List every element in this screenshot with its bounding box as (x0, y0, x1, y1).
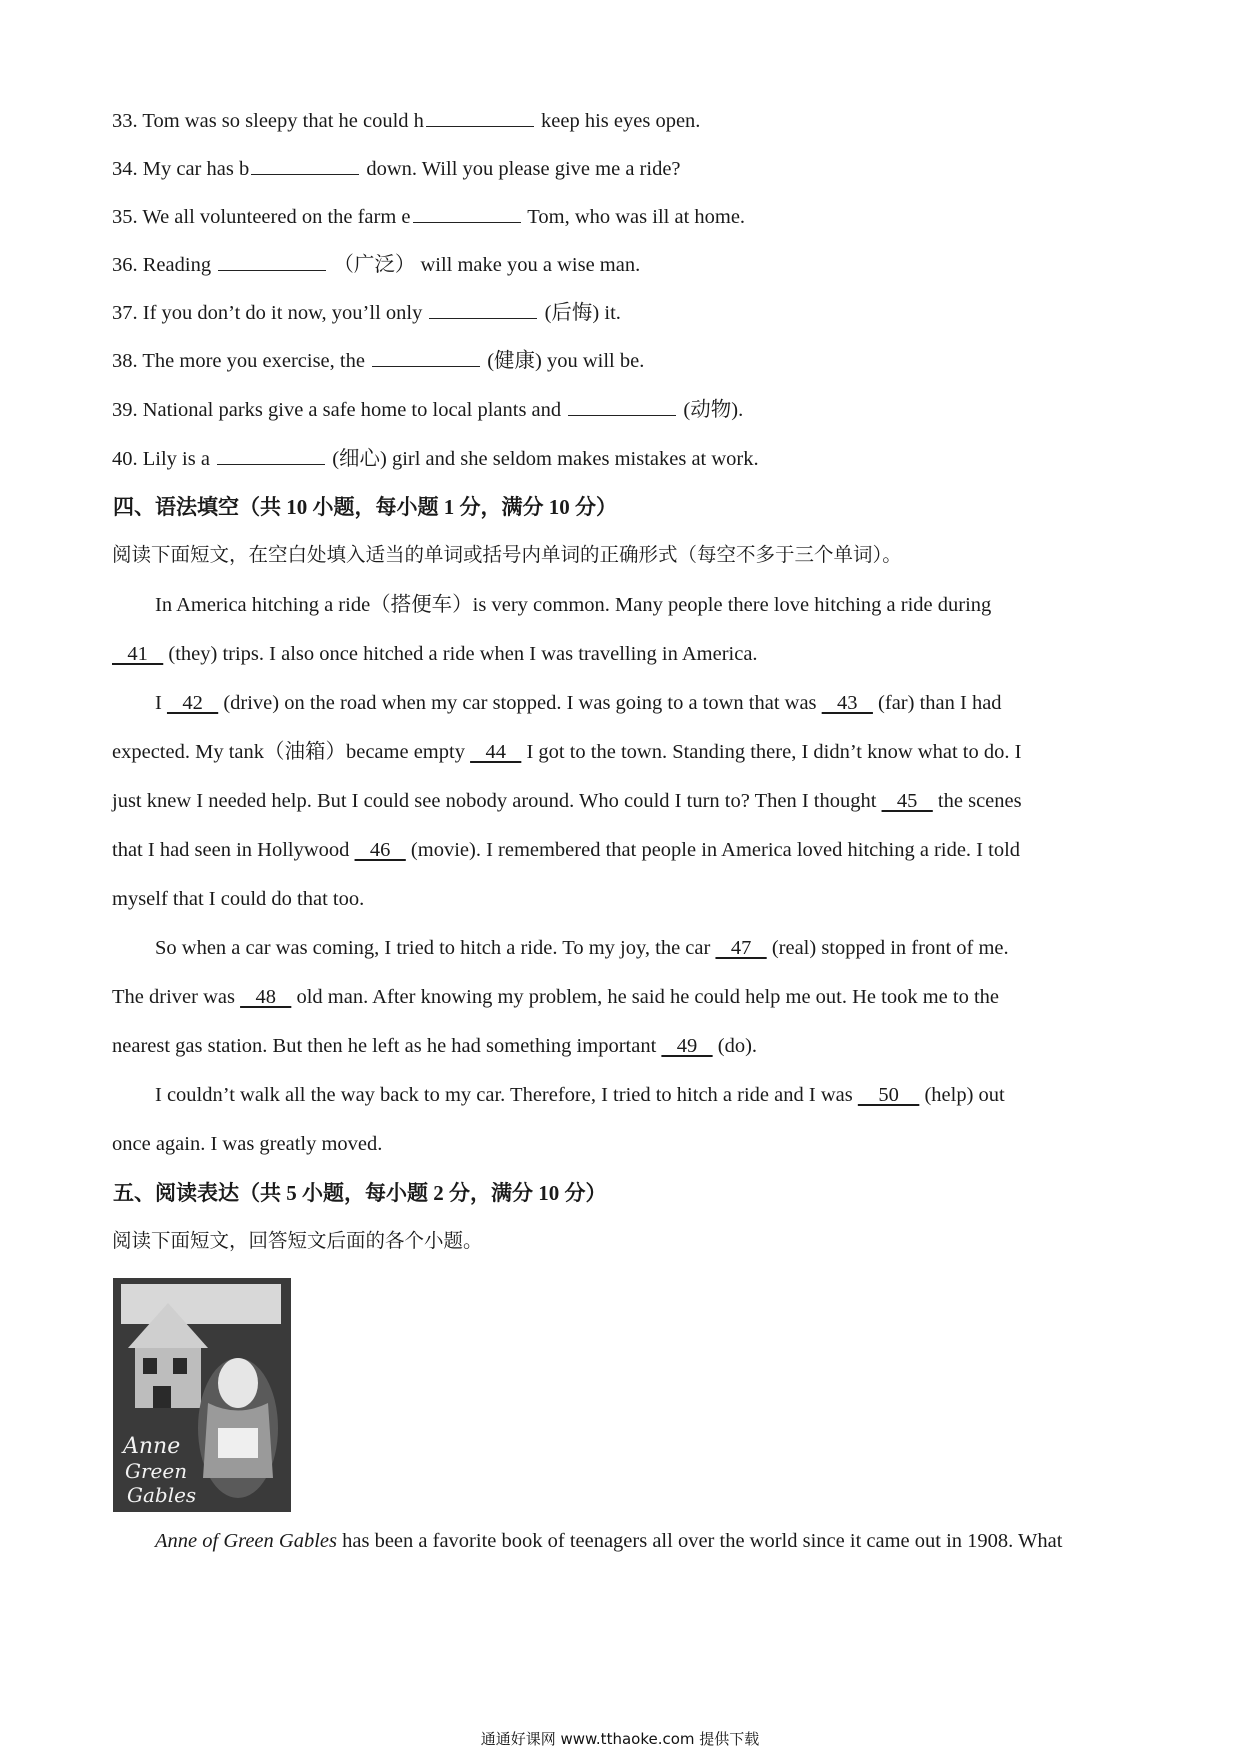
passage-line: In America hitching a ride（搭便车）is very common. Many people there love hitching a ride during (155, 594, 992, 616)
passage-line: once again. I was greatly moved. (112, 1133, 383, 1155)
question-37 (112, 297, 621, 328)
question-39 (112, 394, 743, 425)
passage-text: I (155, 692, 167, 714)
answer-blank[interactable] (372, 345, 480, 367)
question-text: 34. My car has b (112, 158, 250, 180)
question-34 (112, 153, 681, 184)
blank-48[interactable]: 48 (240, 986, 292, 1008)
passage-line (112, 639, 758, 669)
page-footer: 通通好课网 www.tthaoke.com 提供下载 (480, 1730, 760, 1748)
question-text: Tom, who was ill at home. (522, 206, 746, 228)
question-33 (112, 105, 700, 136)
book-cover-image (113, 1278, 291, 1512)
blank-50[interactable]: 50 (857, 1084, 920, 1106)
question-text: (健康) you will be. (482, 350, 645, 372)
blank-47[interactable]: 47 (715, 937, 767, 959)
question-text: （广泛） will make you a wise man. (328, 254, 641, 276)
passage-line (155, 688, 1002, 718)
answer-blank[interactable] (251, 153, 359, 175)
question-text: 40. Lily is a (112, 448, 216, 470)
question-text: 37. If you don’t do it now, you’ll only (112, 302, 428, 324)
cover-title-line2: Green (125, 1459, 188, 1483)
passage-text: I got to the town. Standing there, I didn’t know what to do. I (521, 741, 1022, 763)
passage-text: The driver was (112, 986, 241, 1008)
question-text: 33. Tom was so sleepy that he could h (112, 110, 424, 132)
answer-blank[interactable] (413, 201, 521, 223)
passage-text: (drive) on the road when my car stopped. I was going to a town that was (218, 692, 822, 714)
book-title: Anne of Green Gables (155, 1530, 337, 1552)
section-heading: 五、阅读表达（共 5 小题，每小题 2 分，满分 10 分） (113, 1181, 607, 1205)
passage-text: (real) stopped in front of me. (766, 937, 1009, 959)
passage-text: nearest gas station. But then he left as he had something important (112, 1035, 662, 1057)
question-40 (112, 443, 759, 474)
answer-blank[interactable] (568, 394, 676, 416)
passage-text: the scenes (932, 790, 1022, 812)
passage-line (112, 835, 1020, 865)
cover-title-line1: Anne (123, 1434, 181, 1459)
passage-line (112, 786, 1022, 816)
question-35 (112, 201, 745, 232)
question-text: (细心) girl and she seldom makes mistakes at work. (327, 448, 759, 470)
answer-blank[interactable] (218, 249, 326, 271)
passage-text: has been a favorite book of teenagers all over the world since it came out in 1908. What (337, 1530, 1063, 1552)
passage-line (112, 1031, 757, 1061)
answer-blank[interactable] (429, 297, 537, 319)
passage-text: that I had seen in Hollywood (112, 839, 355, 861)
question-text: 39. National parks give a safe home to local plants and (112, 399, 567, 421)
blank-45[interactable]: 45 (881, 790, 933, 812)
blank-44[interactable]: 44 (470, 741, 522, 763)
blank-43[interactable]: 43 (821, 692, 873, 714)
question-text: 38. The more you exercise, the (112, 350, 371, 372)
book-cover-illustration (113, 1278, 291, 1512)
passage-text: (help) out (919, 1084, 1005, 1106)
question-text: (后悔) it. (539, 302, 621, 324)
passage-line (155, 1526, 1062, 1556)
question-38 (112, 345, 644, 376)
cover-title-line3: Gables (127, 1483, 197, 1507)
blank-46[interactable]: 46 (354, 839, 406, 861)
passage-line: myself that I could do that too. (112, 888, 365, 910)
question-text: 35. We all volunteered on the farm e (112, 206, 411, 228)
section-instruction: 阅读下面短文，回答短文后面的各个小题。 (112, 1231, 483, 1252)
passage-text: (do). (712, 1035, 758, 1057)
blank-41[interactable]: 41 (112, 643, 164, 665)
passage-text: old man. After knowing my problem, he said he could help me out. He took me to the (291, 986, 1000, 1008)
answer-blank[interactable] (426, 105, 534, 127)
passage-text: (they) trips. I also once hitched a ride when I was travelling in America. (163, 643, 758, 665)
passage-text: I couldn’t walk all the way back to my car. Therefore, I tried to hitch a ride and I was (155, 1084, 858, 1106)
question-text: 36. Reading (112, 254, 217, 276)
question-36 (112, 249, 640, 280)
blank-49[interactable]: 49 (661, 1035, 713, 1057)
passage-line (112, 737, 1021, 767)
passage-line (155, 933, 1009, 963)
passage-text: (far) than I had (872, 692, 1002, 714)
question-text: (动物). (678, 399, 744, 421)
question-text: down. Will you please give me a ride? (361, 158, 681, 180)
answer-blank[interactable] (217, 443, 325, 465)
passage-text: expected. My tank（油箱）became empty (112, 741, 471, 763)
passage-line (112, 982, 999, 1012)
section-instruction: 阅读下面短文，在空白处填入适当的单词或括号内单词的正确形式（每空不多于三个单词）。 (112, 545, 902, 566)
question-text: keep his eyes open. (535, 110, 701, 132)
blank-42[interactable]: 42 (166, 692, 219, 714)
passage-text: So when a car was coming, I tried to hitch a ride. To my joy, the car (155, 937, 716, 959)
passage-text: just knew I needed help. But I could see nobody around. Who could I turn to? Then I thought (112, 790, 882, 812)
passage-line (155, 1080, 1005, 1110)
section-heading: 四、语法填空（共 10 小题，每小题 1 分，满分 10 分） (113, 495, 617, 519)
passage-text: (movie). I remembered that people in America loved hitching a ride. I told (405, 839, 1021, 861)
